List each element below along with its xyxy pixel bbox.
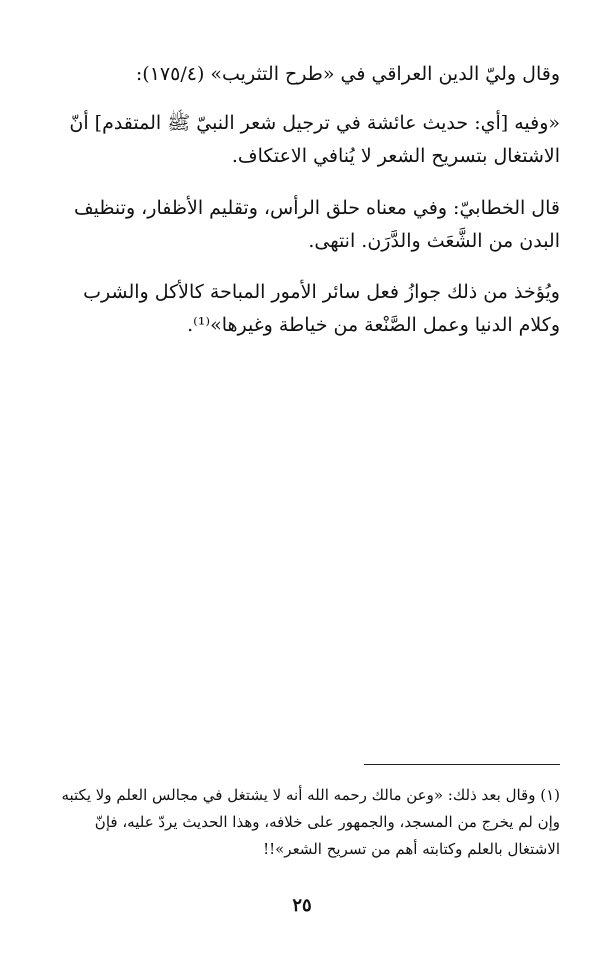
footnote-divider [364,764,560,765]
paragraph-quote-start: «وفيه [أي: حديث عائشة في ترجيل شعر النبيّ ﷺ المتقدم] أنّ الاشتغال بتسريح الشعر لا يُنافي الاعتكاف. [69,112,560,167]
paragraph-conclusion: ويُؤخذ من ذلك جوازُ فعل سائر الأمور المباحة كالأكل والشرب وكلام الدنيا وعمل الصَّنْعة من خياطة وغيرها»⁽¹⁾. [83,281,560,336]
paragraph-intro: وقال وليّ الدين العراقي في «طرح التثريب» (١٧٥/٤): [135,63,560,85]
paragraph-khattabi: قال الخطابيّ: وفي معناه حلق الرأس، وتقليم الأظفار، وتنظيف البدن من الشَّعَث والدَّرَن. انتهى. [73,197,560,252]
footnote-1: (١) وقال بعد ذلك: «وعن مالك رحمه الله أنه لا يشتغل في مجالس العلم ولا يكتبه وإن لم يخرج من المسجد، والجمهور على خلافه، وهذا الحديث يردّ عليه، فإنّ الاشتغال بالعلم وكتابته أهم من تسريح الشعر»!! [61,786,560,858]
page-number: ٢٥ [292,895,312,916]
